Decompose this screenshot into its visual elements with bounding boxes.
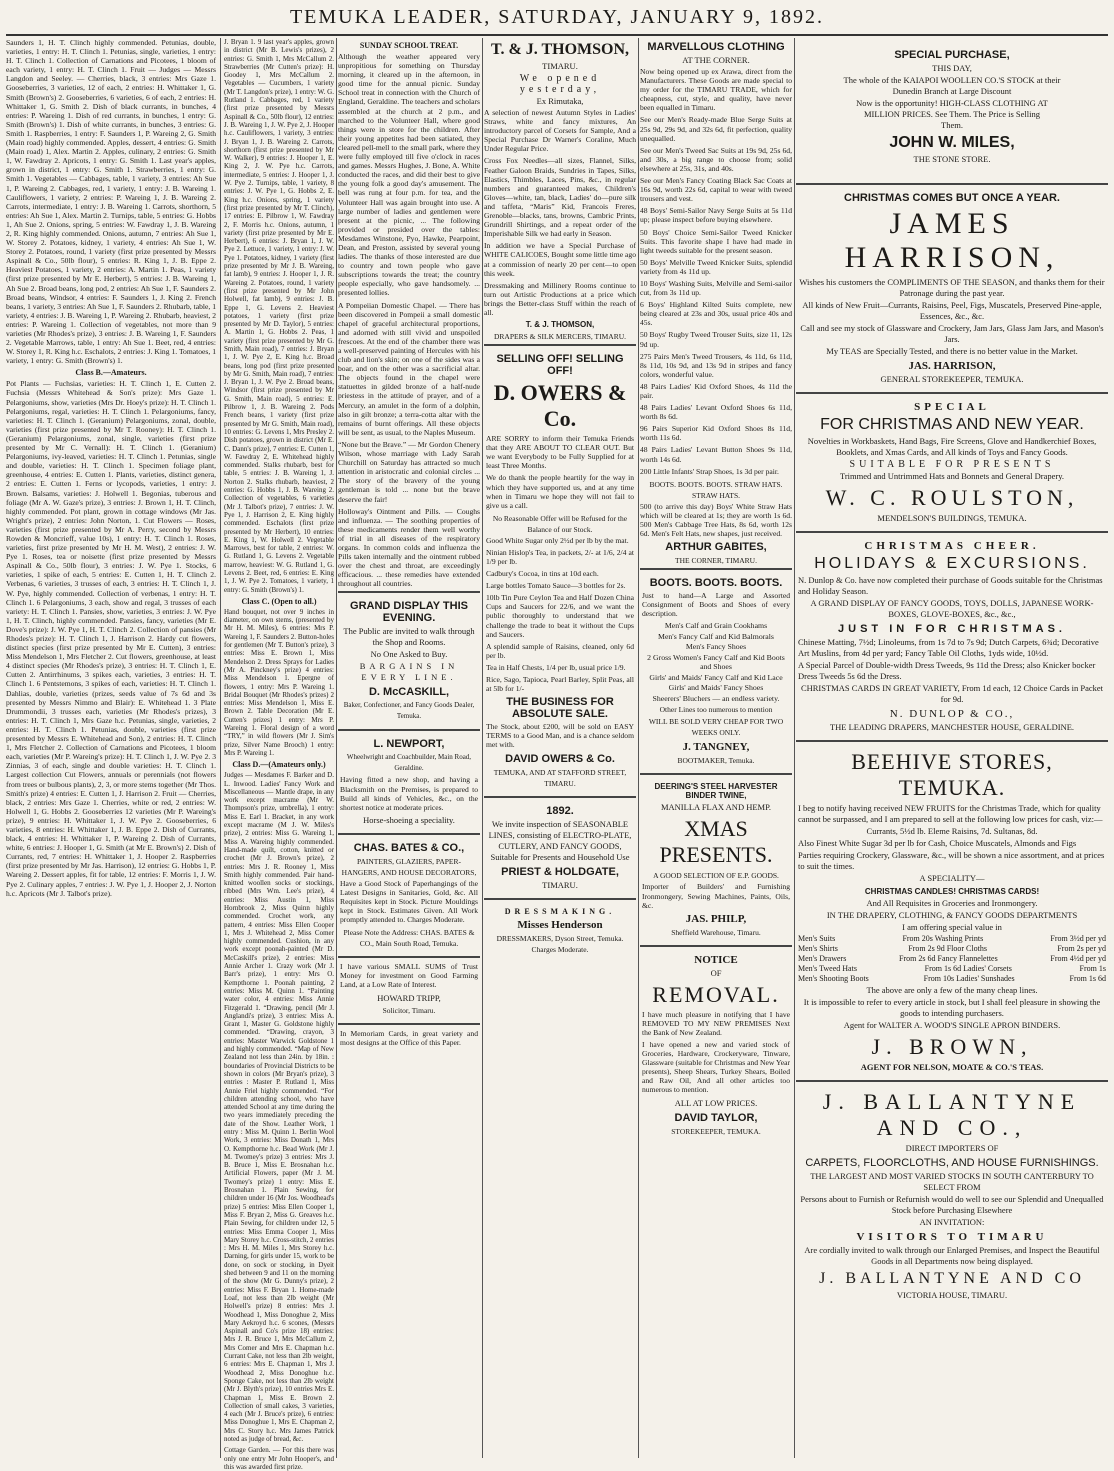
price-cell: From 1s 6d Ladies' Corsets: [924, 964, 1012, 973]
taylor-sub: STOREKEEPER, TEMUKA.: [671, 1126, 761, 1136]
open-class-text: Hand bouquet, not over 9 inches in diameter, on own stems, (presented by Mr H. M. Miles), 6 entries: Mrs P. Wareing 1, F. Saunders 2. Button-holes for gentlemen (Mr T. Button's prize), 3 entries: Miss E. Brown 1, Miss Mendelson 2. Dress Sprays for Ladies (Mr A. Pinckney's prize) 4 entries: Miss Mendelson 1. Epergne of flowers, 1 entry: Mrs P. Wareing 1. Bridal Bouquet (Mr Rhodes's prizes) 2 entries: Miss Mendelson 1, Miss E. Brown 2. Table Decoration (Mr E. Cutten's prizes) 1 entry: Mrs P. Wareing 1. Floral design of a word “TRY,” in wild flowers (Mr J. Sim's prize, Silver Name Brooch) 1 entry: Mrs P. Wareing 1.: [224, 607, 334, 757]
requisites-line: And All Requisites in Groceries and Ironmongery.: [866, 898, 1038, 908]
price-cell: Men's Tweed Hats: [798, 964, 857, 973]
marvellous-heading: MARVELLOUS CLOTHING: [647, 41, 785, 53]
speciality-line: A SPECIALITY—: [919, 873, 985, 883]
taylor-name: DAVID TAYLOR,: [674, 1111, 758, 1124]
importer-text: Importer of Builders' and Furnishing Ironmongery, Sewing Machines, Paints, Oils, &c.: [642, 882, 790, 910]
dunlop-name: N. DUNLOP & CO.,: [889, 708, 1015, 720]
boots-item: Girls' and Maids' Fancy Shoes: [668, 683, 764, 693]
boots-item: 2 Gross Women's Fancy Calf and Kid Boots and Shoes: [647, 652, 785, 672]
clothing-list: [640, 115, 792, 475]
price-cell: From 2s 6d Fancy Flannelettes: [899, 954, 998, 963]
raisins-text: A splendid sample of Raisins, cleaned, only 6d per lb.: [486, 641, 634, 660]
tangney-sub: BOOTMAKER, Temuka.: [677, 756, 755, 766]
kaiapoi-text: The whole of the KAIAPOI WOOLLEN CO.'S STOCK at their Dunedin Branch at Large Discount: [843, 75, 1061, 96]
owers-signature: DAVID OWERS & Co.: [505, 752, 615, 765]
mccaskill-sub: Baker, Confectioner, and Fancy Goods Dealer, Temuka.: [343, 701, 475, 721]
clothing-item: 200 Little Infants' Strap Shoes, 1s 3d per pair.: [640, 466, 779, 476]
clothing-item: 48 Boys' Semi-Sailor Navy Serge Suits at 5s 11d up; please inspect before buying elsewhere.: [640, 206, 792, 225]
of-line: OF: [710, 967, 722, 978]
clothing-item: See our Men's Fancy Coating Black Sac Coats at 16s 9d, worth 22s 6d, capital to wear with tweed trousers and vest.: [640, 176, 792, 204]
column-2: [224, 38, 334, 1471]
tripp-text: I have various SMALL SUMS of Trust Money for investment on Good Farming Land, at a Low Rate of Interest.: [340, 962, 478, 990]
price-list: [798, 934, 1106, 984]
bates-sub: PAINTERS, GLAZIERS, PAPER-HANGERS, AND HOUSE DECORATORS,: [341, 856, 477, 877]
ballantyne-address: VICTORIA HOUSE, TIMARU.: [896, 1290, 1008, 1300]
deering-heading: DEERING'S STEEL HARVESTER BINDER TWINE,: [654, 782, 778, 801]
priest-name: PRIEST & HOLDGATE,: [501, 865, 619, 878]
boots-heading: BOOTS. BOOTS. BOOTS.: [649, 577, 783, 590]
tomato-text: Large bottles Tomato Sauce—3 bottles for 2s.: [486, 581, 626, 591]
clothing-item: See our Men's Ready-made Blue Serge Suits at 25s 9d, 29s 9d, and 32s 6d, fit perfection, quality unequalled.: [640, 115, 792, 143]
bates-address: Please Note the Address: CHAS. BATES & CO., Main South Road, Temuka.: [343, 928, 475, 949]
cocoa-text: Cadbury's Cocoa, in tins at 10d each.: [486, 569, 599, 579]
invitation-line: AN INVITATION:: [919, 1217, 985, 1227]
impossible-line: It is impossible to refer to every article in stock, but I shall feel pleasure in showing the goods to intending purchasers.: [803, 997, 1101, 1018]
this-day: THIS DAY,: [932, 63, 972, 73]
price-cell: From 20s Washing Prints: [902, 934, 984, 943]
clothing-item: 6 Boys' Highland Kilted Suits complete, new being cleared at 23s and 30s, usual price 40s and 45s.: [640, 300, 792, 328]
removal-heading: REMOVAL.: [652, 981, 780, 1007]
fruit-text: All kinds of New Fruit—Currants, Raisins, Peel, Figs, Muscatels, Preserved Pine-apple, Essences, &c., &c.: [802, 300, 1102, 321]
column-3: [338, 38, 480, 1458]
thomson-signature-sub: DRAPERS & SILK MERCERS, TIMARU.: [494, 332, 626, 342]
newport-name: L. NEWPORT,: [373, 738, 445, 751]
bates-name: CHAS. BATES & CO.,: [353, 841, 465, 854]
clothing-item: 48 Pairs Ladies' Levant Button Shoes 9s 11d, worth 14s 6d.: [640, 445, 792, 464]
visitors-heading: VISITORS TO TIMARU: [856, 1231, 1048, 1243]
largest-stocks-line: THE LARGEST AND MOST VARIED STOCKS IN SOUTH CANTERBURY TO SELECT FROM: [810, 1171, 1094, 1192]
harrison-title: JAMES HARRISON,: [844, 207, 1060, 274]
owers-text-2: We do thank the people heartily for the way in which they have supported us, and at any time when in Timaru we hope they will not fail to give us a call.: [486, 473, 634, 510]
persons-line: Persons about to Furnish or Refurnish would do well to see our Splendid and Unequalled Stock before Purchasing Elsewhere: [800, 1194, 1104, 1215]
price-cell: From 1s 6d: [1069, 974, 1106, 983]
price-cell: From 10s Ladies' Sunshades: [923, 974, 1015, 983]
no-reasonable-offer: No Reasonable Offer will be Refused for the Balance of our Stock.: [492, 513, 628, 534]
class-d-heading: Class D.—(Amateurs only.): [232, 760, 326, 770]
henderson-sub: DRESSMAKERS, Dyson Street, Temuka. Charges Moderate.: [496, 933, 624, 954]
drapery-line: IN THE DRAPERY, CLOTHING, & FANCY GOODS DEPARTMENTS: [826, 910, 1078, 920]
xmas-presents-heading: XMAS PRESENTS.: [659, 816, 773, 868]
memoriam-text: In Memoriam Cards, in great variety and most designs at the Office of this Paper.: [340, 1028, 478, 1047]
marvellous-text: Now being opened up ex Arawa, direct from the Manufacturers. These Goods are made special to my order for the TIMARU TRADE, which for cheapness, cut, style, and quality, have never been equalled in Timaru.: [640, 67, 792, 113]
bargains-line: BARGAINS IN EVERY LINE.: [359, 661, 459, 683]
boots-item: Girls' and Maids' Fancy Calf and Kid Lace: [649, 672, 783, 682]
owers-signature-sub: TEMUKA, AND AT STAFFORD STREET, TIMARU.: [493, 767, 627, 788]
notice-heading: NOTICE: [694, 953, 738, 966]
price-cell: From 2s per yd: [1057, 944, 1106, 953]
dressmaking-text: Dressmaking and Millinery Rooms continue to turn out Artistic Productions at a price which brings the Better-class Stuff within the reach of all.: [484, 280, 636, 317]
christmas-cheer-heading: CHRISTMAS CHEER.: [864, 540, 1040, 552]
grand-display-heading: GRAND DISPLAY THIS EVENING.: [350, 600, 468, 625]
christmas-once-heading: CHRISTMAS COMES BUT ONCE A YEAR.: [844, 192, 1060, 204]
clothing-item: 50 Boys' Rugby Tweed Trouser Suits, size 11, 12s 9d up.: [640, 330, 792, 349]
cordially-line: Are cordially invited to walk through our Enlarged Premises, and Inspect the Beautiful Goods in all Departments now being displayed.: [804, 1245, 1100, 1266]
harrison-text: Wishes his customers the COMPLIMENTS OF THE SEASON, and thanks them for their Patronage during the past year.: [799, 277, 1105, 298]
holidays-heading: HOLIDAYS & EXCURSIONS.: [814, 555, 1090, 572]
ballantyne-title: J. BALLANTYNE AND CO.,: [822, 1089, 1082, 1140]
clothing-item: 275 Pairs Men's Tweed Trousers, 4s 11d, 6s 11d, 8s 11d, 10s 9d, and 13s 9d in stripes and fancy colors, wonderful value.: [640, 351, 792, 379]
sunday-school-text: Although the weather appeared very unpropitious for something on Thursday morning, it cleared up in the afternoon, in good time for the annual picnic. Sunday School treat in connection with the Church of England, Geraldine. The teachers and scholars assembled at the church at 2 p.m., and marched to the Volunteer Hall, where good things were in store for the children. After their young appetites had been satiated, they cleared pell-mell to the small park, where they were fully employed till five o'clock in races and games. Messrs Hughes, J. Bone, A. White conducted the races, and did their best to give the young folk a good day's amusement. The bell was rung at four p.m. for tea, and the Volunteer Hall was again brought into use. A large number of ladies and gentlemen were present at the picnic, ... The following provided or presided over the tables: Mesdames Winstone, Pyo, Hawke, Pearpoint, Dean, and Preston, assisted by several young ladies. The thanks of those interested are due to country and town people who gave subscriptions towards the treat; the country people especially, who gave handsomely. ... presented lollies.: [338, 52, 480, 298]
miles-name: JOHN W. MILES,: [889, 134, 1015, 151]
table-row: [798, 944, 1106, 954]
column-4: [484, 38, 636, 1458]
fancy-work-text: Judges — Mesdames F. Barker and D. L. Inwood. Ladies' Fancy Work and Miscellaneous — Mantle drape, in any work except macrame (Mr W. Thompson's prize, umbrella), 1 entry: Miss E. Earl 1. Bracket, in any work except macrame (M J. W. Miles's prize), 2 entries: Miss G. Wareing 1, Miss A. Wareing highly commended. Hand-made quilt, cotton, knitted or crochet (Mr J. Brown's prize), 2 entries: Mrs J. R. Rooney 1, Miss Smith highly commended. Pair hand-knitted woollen socks or stockings, ribbed (Mrs Wm. Lee's prize), 4 entries: Miss Austin 1, Miss Hornbrook 2, Miss Quinn highly commended. Crochet work, any pattern, 4 entries: Miss Ellen Cooper 1, Mrs J. Whitehead 2, Miss Comer highly commended. Cushion, in any work except poonah-painted (Mr D. McCaskill's prize), 2 entries: Miss Annie Archer 1. Crazy work (Mr J. Barr's prize), 1 entry: Mrs O. Kempthorne 1. Poonah painting, 2 entries: Miss M. Quinn 1. “Painting water color, 4 entries: Miss Annie Fitzgerald 1. “Drawing, pencil (Mr J. Anglandi's prize), 3 entries: Miss A. Grant 1, Master G. Goldstone highly commended. “Drawing, crayon, 3 entries: Master Warwick Goldstone 1 and highly commended. “Map of New Zealand not less than 24in. by 18in. : boundaries of Provincial Districts to be shown in colors (Mr Bryan's prize), 3 entries : Master P. Rutland 1, Miss Annie Friel highly commended. “For children attending school, who have attended School at any time during the two years immediately preceding the date of the Show. Leather Work, 1 entry : Miss M. Quinn 1. Berlin Wool Work, 3 entries: Miss Donath 1, Mrs O. Kempthorne h.c. Bead Work (Mr J. M. Twomey's prize) 3 entries: Mrs J. B. Bruce 1, Miss E. Brosnahan h.c. Artificial Flowers, paper (Mr J. M. Twomey's prize) 1 entry: Miss E. Brosnahan 1. Plain Sewing, for children under 16 (Mr Jos. Woodhead's prize) 5 entries: Miss Ellen Cooper 1, Miss F. Bryan 2, Miss G. Greaves h.c. Plain Sewing, for children under 12, 5 entries: Miss Emma Cooper 1, Miss Mary Storey h.c. Cross-stitch, 2 entries : Mrs H. M. Miles 1, Mrs Storey h.c. Darning, for girls under 15, work to be done, on sock or stocking, in Dyeit shed between 9 and 11 on the morning of the show (Mr G. Dunny's prize), 2 entries: Miss F. Bryan 1. Home-made Loaf, not less than 2lb weight (Mr Holwell's prize) 8 entries: Mrs J. Woodhead 1, Miss Donoghue 2, Miss Mary Aekroyd h.c. 6 scones, (Messrs Aspinall and Co's prize 18) entries: Mrs J. R. Bruce 1, Mrs McCallum 2, Mrs Comer and Mrs E. Chapman h.c. Currant Cake, not less than 2lb weight, 6 entries: Mrs E. Chapman 1, Mrs J. Woodhead 2, Miss Donoghue h.c. Sponge Cake, not less than 2lb weight (Mr J. Blyth's prize), 10 entries Mrs E. Chapman 1, Miss E. Brown 2. Collection of small cakes, 3 varieties, 4 each (Mr J. Bruce's prize), 6 entries: Miss Donoghue 1, Mrs E. Chapman 2, Mrs C. Story h.c. Mrs James Patrick noted as judge of bread, &c.: [224, 771, 334, 1443]
removal-text: I have much pleasure in notifying that I have REMOVED TO MY NEW PREMISES Next the Bank of New Zealand.: [642, 1009, 790, 1037]
ex-ship: Ex Rimutaka,: [536, 96, 584, 106]
table-row: [798, 934, 1106, 944]
calicoes-text: In addition we have a Special Purchase of WHITE CALICOES, Bought some little time ago at a commission of nearly 20 per cent—to open this week.: [484, 241, 636, 278]
xmas-new-year-heading: FOR CHRISTMAS AND NEW YEAR.: [820, 416, 1084, 433]
brown-name: J. BROWN,: [871, 1034, 1033, 1059]
suitable-presents: SUITABLE FOR PRESENTS: [849, 459, 1055, 470]
other-lines: Other Lines too numerous to mention: [659, 705, 773, 715]
boots-item: Sheerers' Bluchers — an endless variety.: [652, 693, 780, 703]
column-divider: [220, 38, 221, 1458]
henderson-name: Misses Henderson: [517, 918, 603, 931]
no-one-asked: No One Asked to Buy.: [370, 649, 448, 660]
amateur-results-text: Pot Plants — Fuchsias, varieties: H. T. Clinch 1, E. Cutten 2. Fuchsia (Messrs Whitehead & Son's prize): Mrs Gaze 1. Pelargoniums, show, varieties (Mrs Dr. Hoey's prize): H. T. Clinch 1. Pelargoniums, regal, varieties: H. T. Clinch 1. Pelargoniums, fancy, varieties: H. T. Clinch 1. (Geranium) Pelargoniums, zonal, double, varieties (first prize presented by Mr T. Rooney): H. T. Clinch 1. (Geranium) Pelargoniums, zonal, single, varieties (first prize presented by Mr C. Vernall): H. T. Clinch 1. (Geranium) Pelargoniums, ivy-leaved, varieties: H. T. Clinch 1. Petunias, single and double, varieties: H. T. Clinch 1. Specimen foliage plant, greenhouse, 4 entries: E. Cutten 1. Plants, varieties, distinct genera, 2 entries: E. Cutten 1. Ferns or lycopods, varieties, 1 entry: J. Brown. Balsams, varieties: J. Holwell 1. Begonias, tuberous and foliage (Mr A. W. Gaze's prize), 3 entries: J. Brown 1, H. T. Clinch, highly commended. Pot plant, grown in cottage windows (Mr Jas. Wright's prize), 2 entries: John Norton, 1. Cut Flowers — Roses, varieties (first prize presented by Mr A. Perry, second by Messrs Rowden & Moncrieff, value 10s), 1 entry: H. T. Clinch 1. Roses, varieties, first prize presented by Mr H. M. West), 2 entries: J. W. Pye 1. Roses, tea or noisette (first prize presented by Messrs Aspinall & Co., 50lb flour), 3 entries: J. W. Pye 1. Stocks, 6 varieties, 1 spike of each, 5 entries: E. Cutten 1, H. T. Clinch 2. Verbenas, 6 varieties, 3 trusses of each, 3 entries: H. T. Clinch 1, J. W. Pye, highly commended. Collection of verbenas, 1 entry: H. T. Clinch 1. 6 Pelargoniums, 3 each, show and regal, 3 trusses of each variety: H. T. Clinch 1. Pansies, show, varieties, 3 entries: J. W. Pye 1, H. T. Clinch, highly commended. Pansies, fancy, varieties (Mr E. Dove's prize): J. W. Pye 1, H. T. Clinch 2. Collection of pansies (Mr Rhodes's prize): H. T. Clinch 1, J. Harrison 2. Hardy cut flowers, distinct species (first prize presented by Mr E. Cutten), 3 entries: Miss Mendelson 1, Mrs Fletcher 2. Cut flowers, greenhouse, at least 4 distinct species (Mr Rhodes's prize), 3 entries: H. T. Clinch 1, E. Cutten 2. Antirrhinums, 3 spikes each, varieties, 3 entries: H. T. Clinch 1. 6 Pentstemons, 3 spikes of each, varieties: H. T. Clinch 1. Dahlias, double, varieties (prizes, seeds value of 7s 6d and 3s presented by Messrs Nimmo and Blair): E. Whitehead 1. 3 Plate Drummondii, 3 trusses each, varieties (Mr Rhodes's prizes), 3 entries: H. T. Clinch 1, Mrs Gaze h.c. Petunias, single, varieties, 2 entries: H. T. Clinch 1. Petunias, double, varieties (first prize presented by Messrs E. Whitehead and Son), 2 entries: H. T. Clinch 1, Mrs Fletcher 2. Collection of Carnations and Picotees, 1 bloom each, varieties (Mr P. Wareing's prize): H. T. Clinch 1, J. W. Pye 2. 3 Zinnias, 3 of each, single and double varieties: H. T. Clinch 1. Largest collection Cut Flowers, annuals or perennials (not flowers from trees or bulbous plants), 2, 3, or more stems together (Mr Thos. Smith's prize) 4 entries: E. Cutten 1, J. Harrison 2. Fruit — Cherries, black, 2 entries: Mrs Gaze 1. Cherries, white or red, 2 entries: W. Holwell 1, G. Hobbs 2. Gooseberries 12 varieties (Mr P. Wareing's prize), 9 entries: H. Whittaker 1, J. W. Pye 2. Gooseberries, 6 varieties, 8 entries: H. Whittaker 1, J. B. Eppe 2. Dish of Currants, black, 4 entries: H. Whittaker 1, P. Wareing 2. Dish of Currants, white, 6 entries: J. Hooper 1, G. Smith (at Mr E. Brown's) 2. Dish of Currants, red, 7 entries: H. Whittaker 1, J. Hooper 2. Raspberries (first prize presented by Mr Jas. Harrison), 12 entries: G. Hobbs 1, P. Wareing 2. Dessert apples, fit for table, 12 entries: F. Morris 1, J. W. Pye 2. Culinary apples, 7 entries: J. W. Pye 1, J. Hooper 2, J. Norton h.c. Apricots (Mr J. Talbot's prize).: [6, 379, 216, 898]
above-line: The above are only a few of the many cheap lines.: [866, 985, 1038, 995]
sold-cheap-line: WILL BE SOLD VERY CHEAP FOR TWO WEEKS ONLY.: [648, 717, 784, 738]
novelties-text: Novelties in Workbaskets, Hand Bags, Fire Screens, Glove and Handkerchief Boxes, Booklets, and Xmas Cards, and All kinds of Toys and Fancy Goods.: [807, 436, 1097, 457]
column-6: [796, 38, 1108, 1458]
mccaskill-name: D. McCASKILL,: [368, 686, 450, 699]
thomson-text-2: Cross Fox Needles—all sizes, Flannel, Silks, Feather Galoon Braids, Sundries in Tapes, Silks, Elastics, Thimbles, Laces, Pins, &c., in regular numbers and guaranteed makes, Children's Gloves—white, tan, black, Ladies' do—pure silk and taffeta, “Maris” Kid, Francois Freres, Grenoble—blacks, tans, browns, Cambric Prints, Grundrill Shirtings, and a repeat order of the Imperishable Silk we had early in Season.: [484, 156, 636, 239]
year-heading: 1892.: [546, 804, 574, 817]
boots-item: Men's Calf and Grain Cookhams: [664, 621, 768, 631]
dress-tweeds-text: A Special Parcel of Double-width Dress Tweeds, 9s 11d the Dress; also Knicker bocker Dress Tweeds 5s 6d the Dress.: [798, 660, 1096, 681]
price-cell: Men's Shirts: [798, 944, 838, 953]
roulston-name: W. C. ROULSTON,: [825, 485, 1079, 510]
column-5: [640, 38, 792, 1458]
boots-straw-line: BOOTS. BOOTS. BOOTS. STRAW HATS. STRAW HATS.: [649, 479, 783, 500]
clothing-item: See our Men's Tweed Sac Suits at 19s 9d, 25s 6d, and 30s, a big range to choose from; solid elsewhere at 25s, 31s, and 40s.: [640, 145, 792, 173]
table-row: [798, 974, 1106, 984]
tripp-sub: Solicitor, Timaru.: [382, 1005, 436, 1015]
clothing-item: 96 Pairs Superior Kid Oxford Shoes 8s 11d, worth 11s 6d.: [640, 424, 792, 443]
offering-line: I am offering special value in: [902, 922, 1002, 932]
tea-packets-text: Ninian Hislop's Tea, in packets, 2/- at 1/6, 2/4 at 1/9 per lb.: [486, 547, 634, 566]
teas-text: My TEAS are Specially Tested, and there is no better value in the Market.: [826, 346, 1078, 356]
dressmaking-heading: DRESSMAKING.: [504, 906, 616, 916]
removal-text-2: I have opened a new and varied stock of Groceries, Hardware, Crockeryware, Tinware, Glassware (suitable for Christmas and New Year presents), Sheep Shears, Turkey Shears, Boiled and Raw Oil, And all other articles too numerous to mention.: [642, 1039, 790, 1095]
tea-chests-text: Tea in Half Chests, 1/4 per lb, usual price 1/9.: [486, 662, 626, 672]
selling-off-heading: SELLING OFF! SELLING OFF!: [496, 353, 624, 378]
tripp-name: HOWARD TRIPP,: [377, 992, 441, 1003]
ceylon-text: 10lb Tin Pure Ceylon Tea and Half Dozen China Cups and Saucers for 22/6, and we want the public thoroughly to understand that we challenge the trade to beat it without the Cups and Saucers.: [486, 593, 634, 639]
owers-title: D. OWERS & Co.: [493, 380, 627, 432]
pompeii-text: A Pompeiian Domestic Chapel. — There has been discovered in Pompeii a small domestic chapel of graceful architectural proportions, and adorned with still vivid and unspoiled frescoes. At the end of the chamber there was a well-preserved painting of Hercules with his club and lion's skin; on one of the sides was a boar, and on the other was a sacrificial altar. The objects found in the chapel were statuettes in gilded bronze of a half-nude priestess in the attitude of prayer, and of a Mercury, an amulet in the form of a dolphin, also in gilt bronze; a terra-cotta altar with the remains of burnt offerings. All these objects will be sent, as usual, to the Naples Museum.: [338, 300, 480, 437]
special-heading: SPECIAL: [914, 401, 990, 413]
column-divider: [638, 38, 639, 1458]
carpets-heading: CARPETS, FLOORCLOTHS, AND HOUSE FURNISHINGS.: [805, 1157, 1099, 1169]
brown-sub: AGENT FOR NELSON, MOATE & CO.'S TEAS.: [860, 1062, 1044, 1072]
column-divider: [482, 38, 483, 1458]
column-1: [6, 38, 216, 1458]
opened-yesterday: We opened yesterday,: [519, 73, 601, 95]
invite-text: We invite inspection of SEASONABLE LINES, consisting of ELECTRO-PLATE, CUTLERY, AND FANCY GOODS, Suitable for Presents and Household Use: [488, 818, 632, 862]
holloway-text: Holloway's Ointment and Pills. — Coughs and influenza. — The soothing properties of these medicaments render them well worthy of trial in all diseases of the respiratory organs. In common colds and influenza the Pills taken internally and the ointment rubbed over the chest and throat, are exceedingly efficacious. ... these remedies have extended throughout all countries.: [338, 506, 480, 589]
clothing-item: 48 Pairs Ladies' Kid Oxford Shoes, 4s 11d the pair.: [640, 381, 792, 400]
newspaper-page: [6, 0, 1108, 1471]
dunlop-text: N. Dunlop & Co. have now completed their purchase of Goods suitable for the Christmas and Holiday Season.: [798, 575, 1103, 596]
owers-text: ARE SORRY to inform their Temuka Friends that they ARE ABOUT TO CLEAR OUT. But we want Everybody to be Fully Supplied for at least Three Months.: [486, 434, 634, 471]
boots-item: Men's Fancy Shoes: [685, 642, 747, 652]
currants-line: Currants, 5½d lb. Eleme Raisins, 7d. Sultanas, 8d.: [866, 826, 1038, 836]
column-divider: [336, 38, 337, 1458]
masthead-rule: [6, 34, 1108, 36]
ep-goods-line: A GOOD SELECTION OF E.P. GOODS.: [653, 871, 779, 881]
boots-item: Men's Fancy Calf and Kid Balmorals: [658, 631, 774, 641]
thomson-signature: T. & J. THOMSON,: [525, 320, 595, 330]
rice-text: Rice, Sago, Tapioca, Pearl Barley, Split Peas, all at 5lb for 1/-: [486, 675, 634, 694]
grand-display-text: The Public are invited to walk through the Shop and Rooms.: [343, 626, 475, 648]
special-purchase-heading: SPECIAL PURCHASE,: [894, 49, 1010, 61]
thomson-text: A selection of newest Autumn Styles in Ladies' Straws, white and fancy mixtures, An introductory parcel of Corsets for Sample, And a Special Purchase Dr Warner's Coraline, Much Under Regular Price.: [484, 108, 636, 154]
stock-text: The Stock, about £200, will be sold on EASY TERMS to a Good Man, and is a chance seldom met with.: [486, 722, 634, 750]
price-cell: From 1s: [1079, 964, 1106, 973]
clothing-item: 10 Boys' Washing Suits, Melville and Semi-sailor cut, from 3s 11d up.: [640, 278, 792, 298]
column-divider: [794, 38, 795, 1458]
candles-heading: CHRISTMAS CANDLES! CHRISTMAS CARDS!: [864, 887, 1040, 896]
roulston-sub: MENDELSON'S BUILDINGS, TEMUKA.: [877, 513, 1027, 523]
clothing-item: 50 Boys' Melville Tweed Knicker Suits, splendid variety from 4s 11d up.: [640, 257, 792, 276]
sunday-school-heading: SUNDAY SCHOOL TREAT.: [359, 41, 459, 50]
clothing-item: 50 Boys' Choice Semi-Sailor Tweed Knicker Suits. This favorite shape I have had made in light tweeds suitable for the present season.: [640, 227, 792, 255]
beehive-heading: BEEHIVE STORES, TEMUKA.: [851, 749, 1053, 800]
philp-sub: Sheffield Warehouse, Timaru.: [671, 927, 761, 937]
show-results-text: Saunders 1, H. T. Clinch highly commended. Petunias, double, varieties, 1 entry: H. T. Clinch 1. Petunias, single, varieties, 1 entry: H. T. Clinch 1. Collection of Carnations and Picotees, 1 bloom of each variety, 1 entry: H. T. Clinch 1. Fruit — Judges — Messrs Langdon and Seeley. — Cherries, black, 3 entries: Mrs Gaze 1. Gooseberries, 3 varieties, 12 of each, 2 entries: H. Whittaker 1, G. Smith (Brown's) 2. Gooseberries, 6 varieties, 6 of each, 2 entries: H. Whittaker 1, G. Smith 2. Dish of black currants, in bunches, 4 entries: P. Wareing 1. Dish of red currants, in bunches, 1 entry: G. Smith (Brown's) 1. Dish of white currants, in bunches, 3 entries: G. Smith 1. Raspberries, 1 entry: F. Saunders 1, P. Wareing 2, G. Smith (Main road) highly commended. Apples, dessert, 4 entries: G. Smith (Main road) 1, Alex. Martin 2. Apples, culinary, 2 entries: G. Smith 1, W. Fawdray 2. Apricots, 1 entry: G. Smith 1. Last year's apples, grown in district, 1 entry: G. Smith 1. Strawberries, 1 entry: G. Smith 1. Vegetables — Cabbages, table, 1 variety, 3 entries: Ah Sue 1, P. Wareing 2. Cabbages, red, 1 variety, 1 entry: J. B. Wareing 1. Cauliflowers, 1 variety, 2 entries: P. Wareing 1, J. B. Wareing 2. Carrots, intermediate, 1 entry: J. B. Wareing 1. Carrots, shorthorn, 5 entries: Ah Sue 1, Alex. Martin 2. Turnips, table, 5 entries: G. Hobbs 1, Ah Sue 2. Onions, spring, 5 entries: W. Fawdray 1, J. B. Wareing 2, R. King highly commended. Onions, autumn, 7 entries: Ah Sue 1, W. Storey 2. Potatoes, kidney, 1 variety, 4 entries: Ah Sue 1, W. Storey 2. Potatoes, round, 1 variety (first prize presented by Messrs Aspinall & Co., 50lb flour), 5 entries: R. King 1, J. B. Eppe 2. Heaviest Potatoes, 1 variety, 2 entries: A. Martin 1. Peas, 1 variety (first prize presented by Mr E. Herbert), 5 entries: J. B. Wareing 1, Ah Sue 2. Broad beans, long pod, 2 entries: Ah Sue 1, F. Saunders 2. Broad beans, Windsor, 4 entries: F. Saunders 1, J. King 2. French beans, 1 variety, 3 entries: Ah Sue 1, F. Saunders 2. Rhubarb, table, 1 variety, 4 entries: J. B. Wareing 1, P. Wareing 2. Rhubarb, heaviest, 2 entries: P. Wareing 1. Collection of vegetables, not more than 9 varieties (Mr Rhodes's prize), 3 entries: J. B. Wareing 1, F. Saunders 2. Vegetable Marrows, table, 1 entry: Ah Sue 1. Beet, red, 4 entries: W. Storey 1, R. King h.c. Eschalots, 2 entries: J. King 1. Tomatoes, 1 variety, 1 entry: G. Smith (Brown's) 1.: [6, 38, 216, 366]
cards-text: CHRISTMAS CARDS IN GREAT VARIETY, From 1d each, 12 Choice Cards in Packet for 9d.: [800, 683, 1104, 704]
price-cell: From 4½d per yd: [1050, 954, 1106, 963]
opportunity-text: Now is the opportunity! HIGH-CLASS CLOTHING AT MILLION PRICES. See Them. The Price is Selling Them.: [856, 98, 1048, 130]
priest-sub: TIMARU.: [542, 879, 578, 890]
gabites-name: ARTHUR GABITES,: [665, 541, 767, 554]
newport-sub: Wheelwright and Coachbuilder, Main Road, Geraldine.: [346, 753, 472, 773]
results-continued-text: J. Bryan 1. 9 last year's apples, grown in district (Mr B. Lewis's prizes), 2 entries: G. Smith 1, Mrs McCallum 2. Strawberries (Mr Cutten's prize): H. Goodey 1, Mrs McCallum 2. Vegetables — Cucumbers, 1 variety (Mr T. Langdon's prize), 1 entry: W. G. Rutland 1. Cabbages, red, 1 variety (first prize presented by Messrs Aspinall & Co., 50lb flour), 12 entries: J. B. Wareing 1, J. W. Pye 2, J. Hooper h.c. Cauliflowers, 1 variety, 3 entries: J. Bryan 1, J. B. Wareing 2. Carrots, shorthorn (first prize presented by Mr W. Walker), 9 entries: J. Hooper 1, E. King 2, J. W. Pye h.c. Carrots, intermediate, 5 entries: J. Hooper 1, J. W. Pye 2. Turnips, table, 1 variety, 8 entries: J. W. Pye 1, G. Hobbs 2, E. King h.c. Onions, spring, 1 variety (first prize presented by Mr T. Clinch), 17 entries: E. Pilbrow 1, W. Fawdray 2, F. Morris h.c. Onions, autumn, 1 variety (first prize presented by Mr E. Herbert), 6 entries: J. Bryan 1, J. W. Pye 2. Lettuce, 1 variety, 1 entry: J. W. Pye 1. Potatoes, kidney, 1 variety (first prize presented by Mr J. B. Wareing, fat lamb), 9 entries: J. Hooper 1, J. R. Wareing 2. Potatoes, round, 1 variety (first prize presented by Mr John Holwell, fat lamb), 9 entries: J. B. Eppe 1, G. Levens 2. Heaviest potatoes, 1 variety (first prize presented by Mr D. Taylor), 5 entries: A. Martin 1, G. Hobbs 2. Peas, 1 variety (first prize presented by Mr G. Smith, Main road), 7 entries: J. Bryan 1, J. W. Pye 2, E. King h.c. Broad beans, long pod (first prize presented by Mr G. Smith, Main road), 7 entries: J. Bryan 1, J. W. Pye 2. Broad beans, Windsor (first prize presented by Mr G. Smith, Main road), 5 entries: E. Pilbrow 1, J. B. Wareing 2. Pods French beans, 1 variety (first prize presented by Mr G. Smith, Main road), 10 entries: G. Levens 1, Mrs Presley 2. Dish potatoes, grown in district (Mr E. C. Dann's prize), 7 entries: E. Cutten 1, W. Fawdray 2, E. Whitehead highly commended. Stalks rhubarb, best for table, 5 entries: J. B. Wareing 1, J. Norton 2. Stalks rhubarb, heaviest, 2 entries: G. Hobbs 1, J. B. Wareing 2. Collection of vegetables, 6 varieties (Mr J. Talbot's prize), 7 entries: J. W. Pye 1, J. Harrison 2, E. King highly commended. Eschalots (first prize presented by Mr Herbert), 10 entries: E. King 1, W. Holwell 2. Vegetable Marrows, best for table, 2 entries: W. G. Rutland 1, G. Levens 2. Vegetable marrow, heaviest: W. G. Rutland 1, G. Levens 2. Beet, red, 6 entries: E. King 1, J. W. Pye 2. Tomatoes, 1 variety, 1 entry: G. Smith (Brown's) 1.: [224, 38, 334, 594]
clothing-item: 48 Pairs Ladies' Levant Oxford Shoes 6s 11d, worth 8s 6d.: [640, 403, 792, 422]
cottage-garden-text: Cottage Garden. — For this there was only one entry Mr John Hooper's, and this was awarded first prize.: [224, 1446, 334, 1471]
matting-text: Chinese Matting, 7½d; Linoleums, from 1s 7d to 7s 9d; Dutch Carpets, 6¾d; Decorative Art Muslins, from 4d per yard; Fancy Table Oil Cloths, 1yds wide, 10½d.: [798, 637, 1099, 658]
table-row: [798, 964, 1106, 974]
miles-sub: THE STONE STORE.: [913, 154, 991, 164]
corner-line: AT THE CORNER.: [682, 55, 750, 65]
price-cell: From 3½d per yd: [1050, 934, 1106, 943]
beehive-text: I beg to notify having received NEW FRUITS for the Christmas Trade, which for quality cannot be surpassed, and I am prepared to sell at the following low prices for cash, viz:—: [798, 803, 1103, 824]
glassware-text: Call and see my stock of Glassware and Crockery, Jam Jars, Glass Jam Jars, and Mason's Jars.: [800, 323, 1104, 344]
figs-line: Also Finest White Sugar 3d per lb for Cash, Choice Muscatels, Almonds and Figs: [798, 838, 1077, 848]
masthead: TEMUKA LEADER, SATURDAY, JANUARY 9, 1892.: [289, 6, 825, 28]
thomson-title: T. & J. THOMSON,: [490, 41, 630, 58]
low-prices: ALL AT LOW PRICES.: [674, 1097, 758, 1108]
class-c-heading: Class C. (Open to all.): [241, 596, 317, 606]
boots-text: Just to hand—A Large and Assorted Consignment of Boots and Shoes of every description.: [642, 591, 790, 619]
straw-text: 500 (to arrive this day) Boys' White Straw Hats which will be cleared at 1s; they are worth 1s 6d. 500 Men's Cabbage Tree Hats, 8s 6d, worth 12s 6d. Men's Felt Hats, new shapes, just received.: [640, 501, 792, 539]
horse-shoeing: Horse-shoeing a speciality.: [363, 814, 455, 825]
price-cell: From 2s 9d Floor Cloths: [908, 944, 987, 953]
brave-text: “None but the Brave.” — Mr Gordon Chenery Wilson, whose marriage with Lady Sarah Churchill on Saturday has attracted so much attention in aristocratic and colonial circles ... The story of the bravery of the young gentleman is told ... none but the brave deserve the fair!: [338, 439, 480, 504]
dunlop-sub: THE LEADING DRAPERS, MANCHESTER HOUSE, GERALDINE.: [829, 722, 1075, 732]
direct-importers: DIRECT IMPORTERS OF: [905, 1143, 999, 1153]
thomson-town: TIMARU.: [542, 61, 578, 71]
tangney-name: J. TANGNEY,: [682, 741, 750, 754]
price-cell: Men's Shooting Boots: [798, 974, 869, 983]
philp-name: JAS. PHILP,: [685, 912, 747, 925]
just-in-heading: JUST IN FOR CHRISTMAS.: [838, 623, 1066, 635]
harrison-signature-sub: GENERAL STOREKEEPER, TEMUKA.: [880, 374, 1024, 384]
bates-text: Have a Good Stock of Paperhangings of the Latest Designs in Sanitaries, Gold, &c. All Requisites kept in Stock. Picture Mouldings kept in Stock. Estimates Given. All Work promptly attended to. Charges Moderate.: [340, 878, 478, 925]
agent-line: Agent for WALTER A. WOOD'S SINGLE APRON BINDERS.: [843, 1020, 1061, 1030]
price-cell: Men's Suits: [798, 934, 836, 943]
ballantyne-signature: J. BALLANTYNE AND CO: [819, 1270, 1085, 1287]
manila-line: MANILLA FLAX AND HEMP.: [660, 802, 772, 813]
table-row: [798, 954, 1106, 964]
sugar-text: Good White Sugar only 2½d per lb by the mat.: [486, 535, 629, 545]
boots-list: [642, 621, 790, 703]
trimmed-hats-text: Trimmed and Untrimmed Hats and Bonnets and General Drapery.: [839, 471, 1065, 481]
grand-display-line: A GRAND DISPLAY OF FANCY GOODS, TOYS, DOLLS, JAPANESE WORK-BOXES, GLOVE-BOXES, &c., &c.,: [810, 598, 1094, 619]
crockery-line: Parties requiring Crockery, Glassware, &c., will be shown a nice assortment, and at prices to suit the times.: [798, 850, 1105, 871]
harrison-signature: JAS. HARRISON,: [908, 360, 996, 372]
class-b-heading: Class B.—Amateurs.: [75, 368, 147, 378]
price-cell: Men's Drawers: [798, 954, 847, 963]
newport-text: Having fitted a new shop, and having a Blacksmith on the Premises, is prepared to Build all kinds of Vehicles, &c., on the shortest notice at moderate prices.: [340, 775, 478, 812]
business-sale-heading: THE BUSINESS FOR ABSOLUTE SALE.: [506, 696, 614, 721]
gabites-sub: THE CORNER, TIMARU.: [675, 556, 757, 566]
